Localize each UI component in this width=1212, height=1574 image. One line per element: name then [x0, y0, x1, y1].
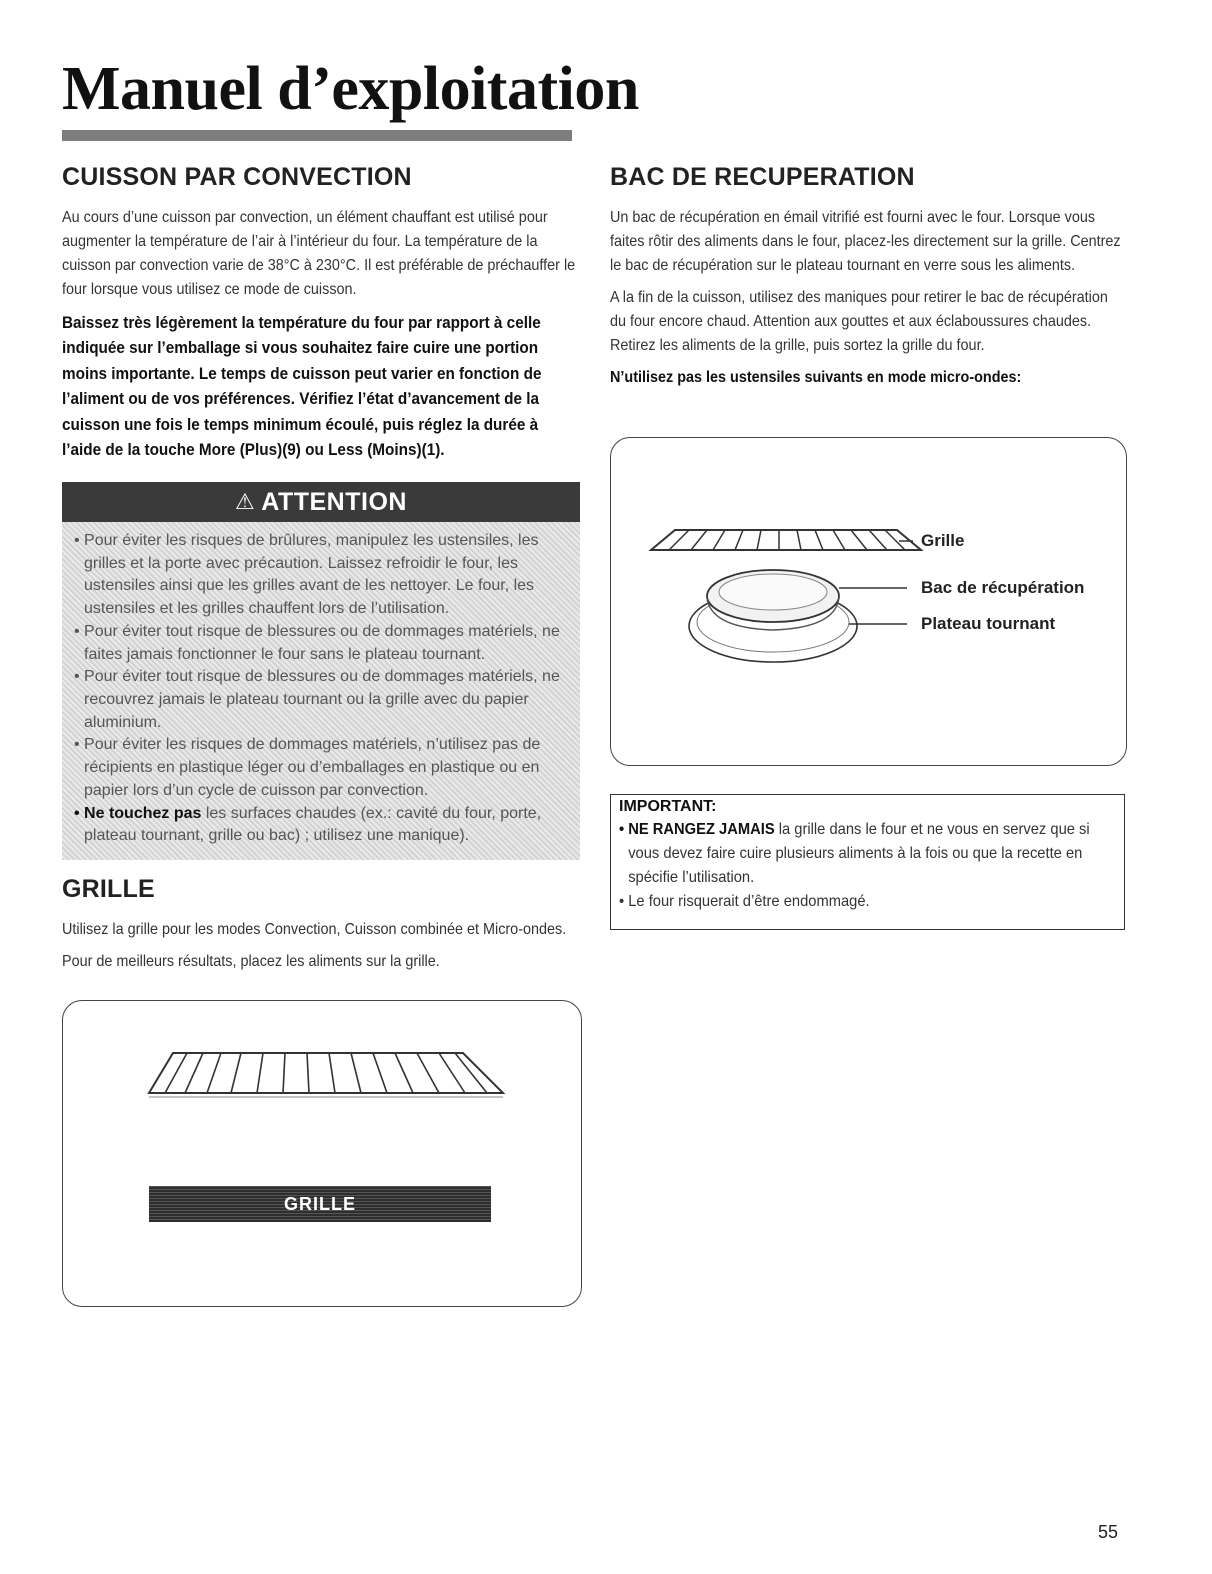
- attention-list: [62, 530, 580, 848]
- attention-item-bold: • Ne touchez pas: [74, 804, 202, 822]
- bac-heading: BAC DE RECUPERATION: [610, 163, 915, 191]
- grille-heading: GRILLE: [62, 875, 155, 903]
- page-number: 55: [1098, 1522, 1119, 1542]
- important-item-rest: la grille dans le four et ne vous en servez que si vous devez faire cuire plusieurs aliments à la fois ou que la recette en spécifie l’utilisation.: [628, 821, 1090, 886]
- important-title: IMPORTANT:: [619, 798, 717, 815]
- warning-triangle-icon: ⚠: [235, 489, 256, 514]
- label-bac: Bac de récupération: [921, 578, 1085, 597]
- grille-figure: [62, 1000, 582, 1307]
- attention-box: [62, 482, 580, 860]
- bac-body-1: Un bac de récupération en émail vitrifié est fourni avec le four. Lorsque vous faites rôtir des aliments dans le four, placez-les directement sur la grille. Centrez le bac de récupération sur le plateau tournant en verre sous les aliments.: [610, 208, 1121, 274]
- bac-bold-note: N’utilisez pas les ustensiles suivants en mode micro-ondes:: [610, 368, 1022, 386]
- attention-item: • Pour éviter tout risque de blessures ou de dommages matériels, ne faites jamais fonctionner le four sans le plateau tournant.: [74, 622, 560, 663]
- attention-item: • Pour éviter tout risque de blessures ou de dommages matériels, ne recouvrez jamais le plateau tournant ou la grille avec du papier aluminium.: [74, 668, 560, 731]
- important-list: [619, 818, 1116, 914]
- grille-rack-illustration: [63, 1011, 581, 1121]
- attention-item: • Pour éviter les risques de brûlures, manipulez les ustensiles, les grilles et la porte avec précaution. Laissez refroidir le four, les ustensiles ainsi que les grilles avant de les nettoyer. Le four, les ustensiles et les grilles chauffent lors de l’utilisation.: [74, 532, 539, 618]
- label-grille: Grille: [921, 531, 965, 550]
- label-plateau: Plateau tournant: [921, 614, 1056, 633]
- bac-body-2: A la fin de la cuisson, utilisez des maniques pour retirer le bac de récupération du four encore chaud. Attention aux gouttes et aux éclaboussures chaudes. Retirez les aliments de la grille, puis sortez la grille du four.: [610, 288, 1108, 354]
- attention-item: [74, 803, 570, 848]
- grille-body-1: Utilisez la grille pour les modes Convection, Cuisson combinée et Micro-ondes.: [62, 920, 567, 938]
- grille-body-2: Pour de meilleurs résultats, placez les aliments sur la grille.: [62, 952, 440, 970]
- bac-figure: [610, 437, 1127, 766]
- page-title: Manuel d’exploitation: [62, 55, 639, 123]
- attention-item-rest: les surfaces chaudes (ex.: cavité du four, porte, plateau tournant, grille ou bac) ; utilisez une manique).: [84, 804, 542, 845]
- convection-body: Au cours d’une cuisson par convection, un élément chauffant est utilisé pour augmenter la température de l’air à l’intérieur du four. La température de la cuisson par convection varie de 38°C à 230°C. Il est préférable de préchauffer le four lorsque vous utilisez ce mode de cuisson.: [62, 208, 576, 298]
- important-item-bold: • NE RANGEZ JAMAIS: [619, 821, 775, 838]
- attention-label: ATTENTION: [261, 487, 407, 516]
- bac-illustration: [611, 438, 1126, 678]
- important-item: [619, 818, 1122, 890]
- convection-bold-note: Baissez très légèrement la température du four par rapport à celle indiquée sur l’emballage si vous souhaitez faire cuire une portion moins importante. Le temps de cuisson peut varier en fonction de l’aliment ou de vos préférences. Vérifiez l’état d’avancement de la cuisson une fois le temps minimum écoulé, puis réglez la durée à l’aide de la touche More (Plus)(9) ou Less (Moins)(1).: [62, 312, 542, 459]
- convection-heading: CUISSON PAR CONVECTION: [62, 163, 412, 191]
- attention-header: [62, 482, 580, 522]
- important-box: [610, 794, 1125, 930]
- title-rule: [62, 130, 572, 141]
- grille-section: [62, 876, 582, 982]
- bac-section: [610, 164, 1125, 402]
- important-item: • Le four risquerait d’être endommagé.: [619, 893, 870, 910]
- attention-item: • Pour éviter les risques de dommages matériels, n’utilisez pas de récipients en plastique léger ou d’emballages en plastique ou en papier lors d’un cycle de cuisson par convection.: [74, 736, 541, 799]
- grille-figure-label: GRILLE: [149, 1186, 491, 1222]
- convection-section: [62, 164, 582, 475]
